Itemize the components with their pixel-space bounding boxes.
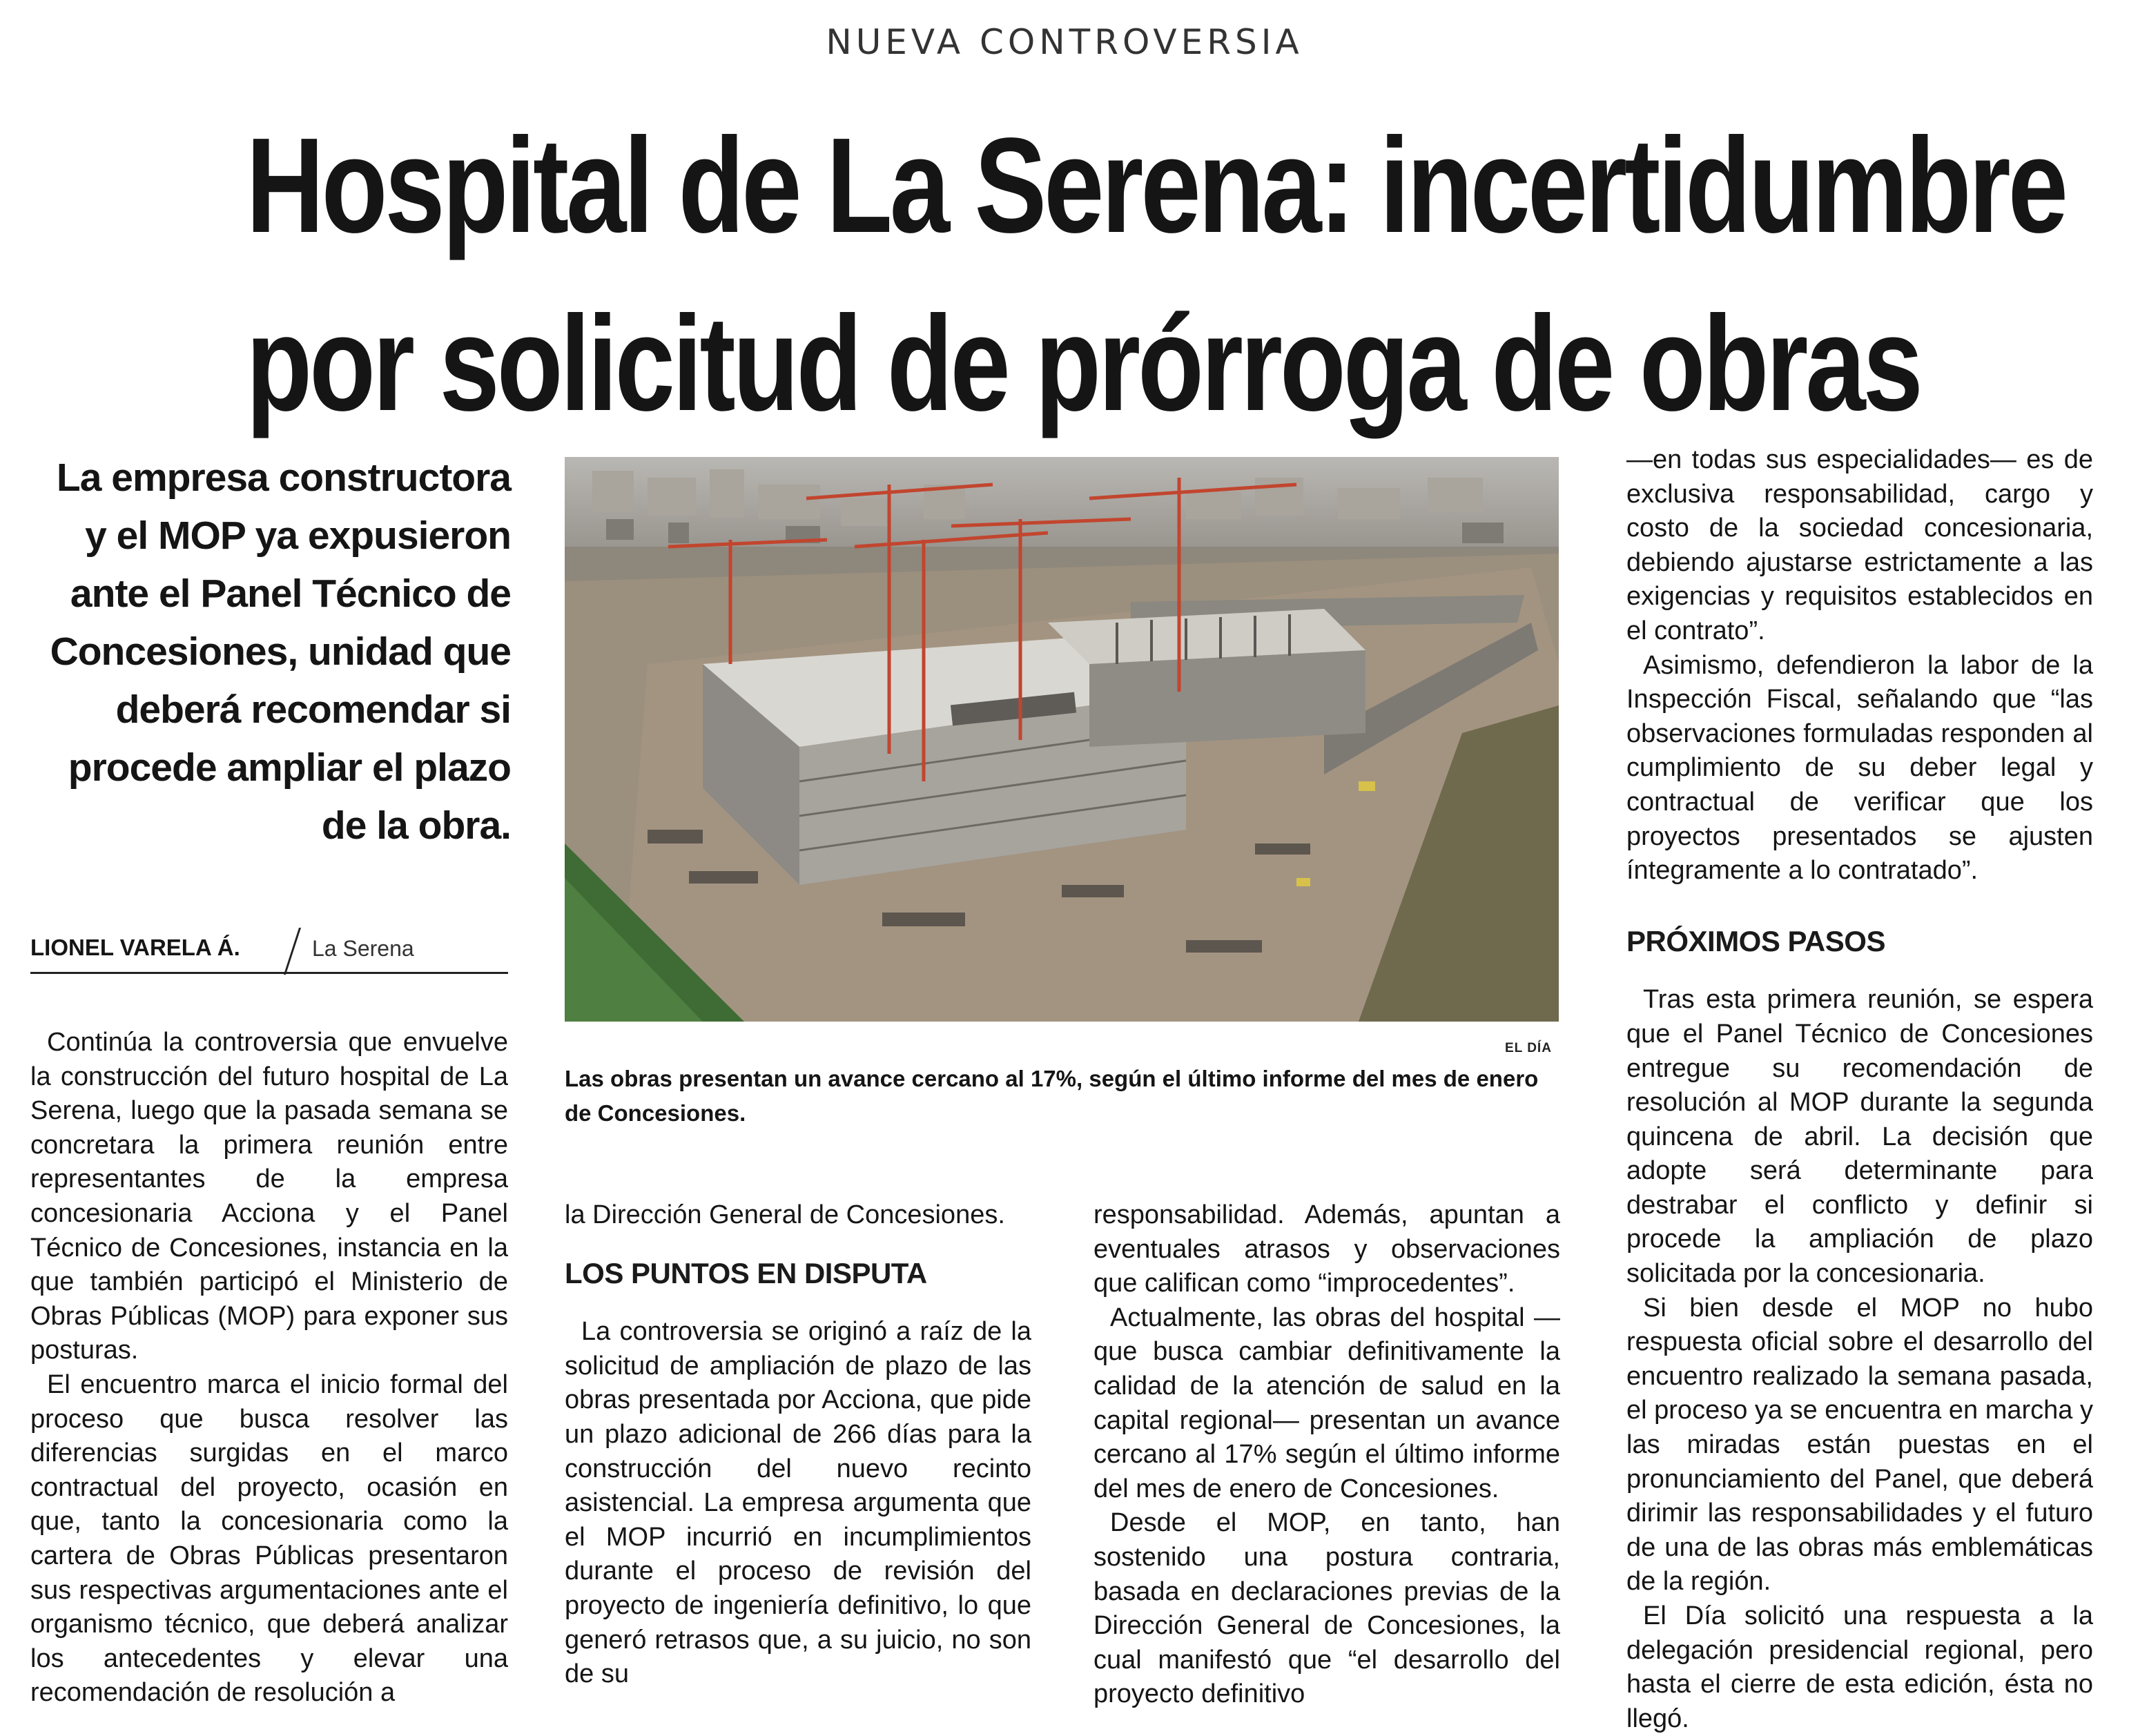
paragraph-continuation: —en todas sus especialidades— es de exclusiva responsabilidad, cargo y costo de la sociedad concesionaria, debiendo ajustarse estrictamente a las exigencias y requisitos establecidos en el contrato”.: [1626, 445, 2093, 645]
paragraph: Asimismo, defendieron la labor de la Inspección Fiscal, señalando que “las observaciones formuladas responden al cumplimiento de su deber legal y contractual de verificar que los proyectos presentados se ajusten íntegramente a lo contratado”.: [1626, 650, 2093, 886]
photo-caption: Las obras presentan un avance cercano al 17%, según el último informe del mes de enero de Concesiones.: [565, 1066, 1539, 1126]
paragraph: Actualmente, las obras del hospital —que busca cambiar definitivamente la calidad de la atención de salud en la capital regional— presentan un avance cercano al 17% según el último informe del mes de enero de Concesiones.: [1093, 1303, 1560, 1503]
byline-location: La Serena: [312, 936, 414, 961]
section-kicker: NUEVA CONTROVERSIA: [826, 22, 1303, 62]
paragraph-continuation: responsabilidad. Además, apuntan a eventuales atrasos y observaciones que califican como “improcedentes”.: [1093, 1200, 1560, 1298]
paragraph: La controversia se originó a raíz de la solicitud de ampliación de plazo de las obras presentada por Acciona, que pide un plazo adicional de 266 días para la construcción del nuevo recinto asistencial. La empresa argumenta que el MOP incurrió en incumplimientos durante el proceso de revisión del proyecto de ingeniería definitivo, lo que generó retrasos que, a su juicio, no son de su: [565, 1317, 1031, 1689]
paragraph: Continúa la controversia que envuelve la construcción del futuro hospital de La Serena, luego que la pasada semana se concretara la primera reunión entre representantes de la empresa concesionaria Acciona y el Panel Técnico de Concesiones, instancia en la que también participó el Ministerio de Obras Públicas (MOP) para exponer sus posturas.: [30, 1028, 508, 1365]
paragraph: Si bien desde el MOP no hubo respuesta oficial sobre el desarrollo del encuentro realizado la semana pasada, el proceso ya se encuentra en marcha y las miradas están puestas en el pronunciamiento del Panel, que deberá dirimir las responsabilidades y el futuro de una de las obras más emblemáticas de la región.: [1626, 1293, 2093, 1597]
headline-line-1: Hospital de La Serena: incertidumbre: [246, 110, 2065, 261]
article-column-1: [30, 1026, 508, 1710]
subhead-proximos-pasos: PRÓXIMOS PASOS: [1626, 924, 1885, 957]
paragraph: El encuentro marca el inicio formal del proceso que busca resolver las diferencias surgidas en el marco contractual del proyecto, ocasión en que, tanto la concesionaria como la cartera de Obras Públicas presentaron sus respectivas argumentaciones ante el organismo técnico, que deberá analizar los antecedentes y elevar una recomendación de resolución a: [30, 1369, 508, 1708]
paragraph: Desde el MOP, en tanto, han sostenido una postura contraria, basada en declaraciones previas de la Dirección General de Concesiones, la cual manifestó que “el desarrollo del proyecto definitivo: [1093, 1508, 1560, 1709]
paragraph-continuation: la Dirección General de Concesiones.: [565, 1200, 1005, 1229]
photo-credit: EL DÍA: [1505, 1041, 1552, 1055]
construction-site-photo: [565, 457, 1559, 1022]
headline: [246, 97, 2065, 453]
byline-author: LIONEL VARELA Á.: [30, 935, 240, 960]
paragraph: El Día solicitó una respuesta a la delegación presidencial regional, pero hasta el cierre de esta edición, ésta no llegó.: [1626, 1601, 2093, 1733]
article-column-2: [565, 1198, 1031, 1692]
byline: [30, 930, 508, 974]
subhead-disputa: LOS PUNTOS EN DISPUTA: [565, 1256, 927, 1289]
article-column-3: [1093, 1198, 1560, 1712]
headline-line-2: por solicitud de prórroga de obras: [246, 288, 1921, 439]
byline-divider: [284, 928, 301, 975]
article-column-4: [1626, 443, 2093, 1736]
paragraph: Tras esta primera reunión, se espera que el Panel Técnico de Concesiones entregue su recomendación de resolución al MOP durante la segunda quincena de abril. La decisión que adopte será determinante para destrabar el conflicto y definir si procede la ampliación de plazo solicitada por la concesionaria.: [1626, 985, 2093, 1289]
article-deck: La empresa constructora y el MOP ya expusieron ante el Panel Técnico de Concesiones, unidad que deberá recomendar si procede ampliar el plazo de la obra.: [50, 456, 511, 848]
